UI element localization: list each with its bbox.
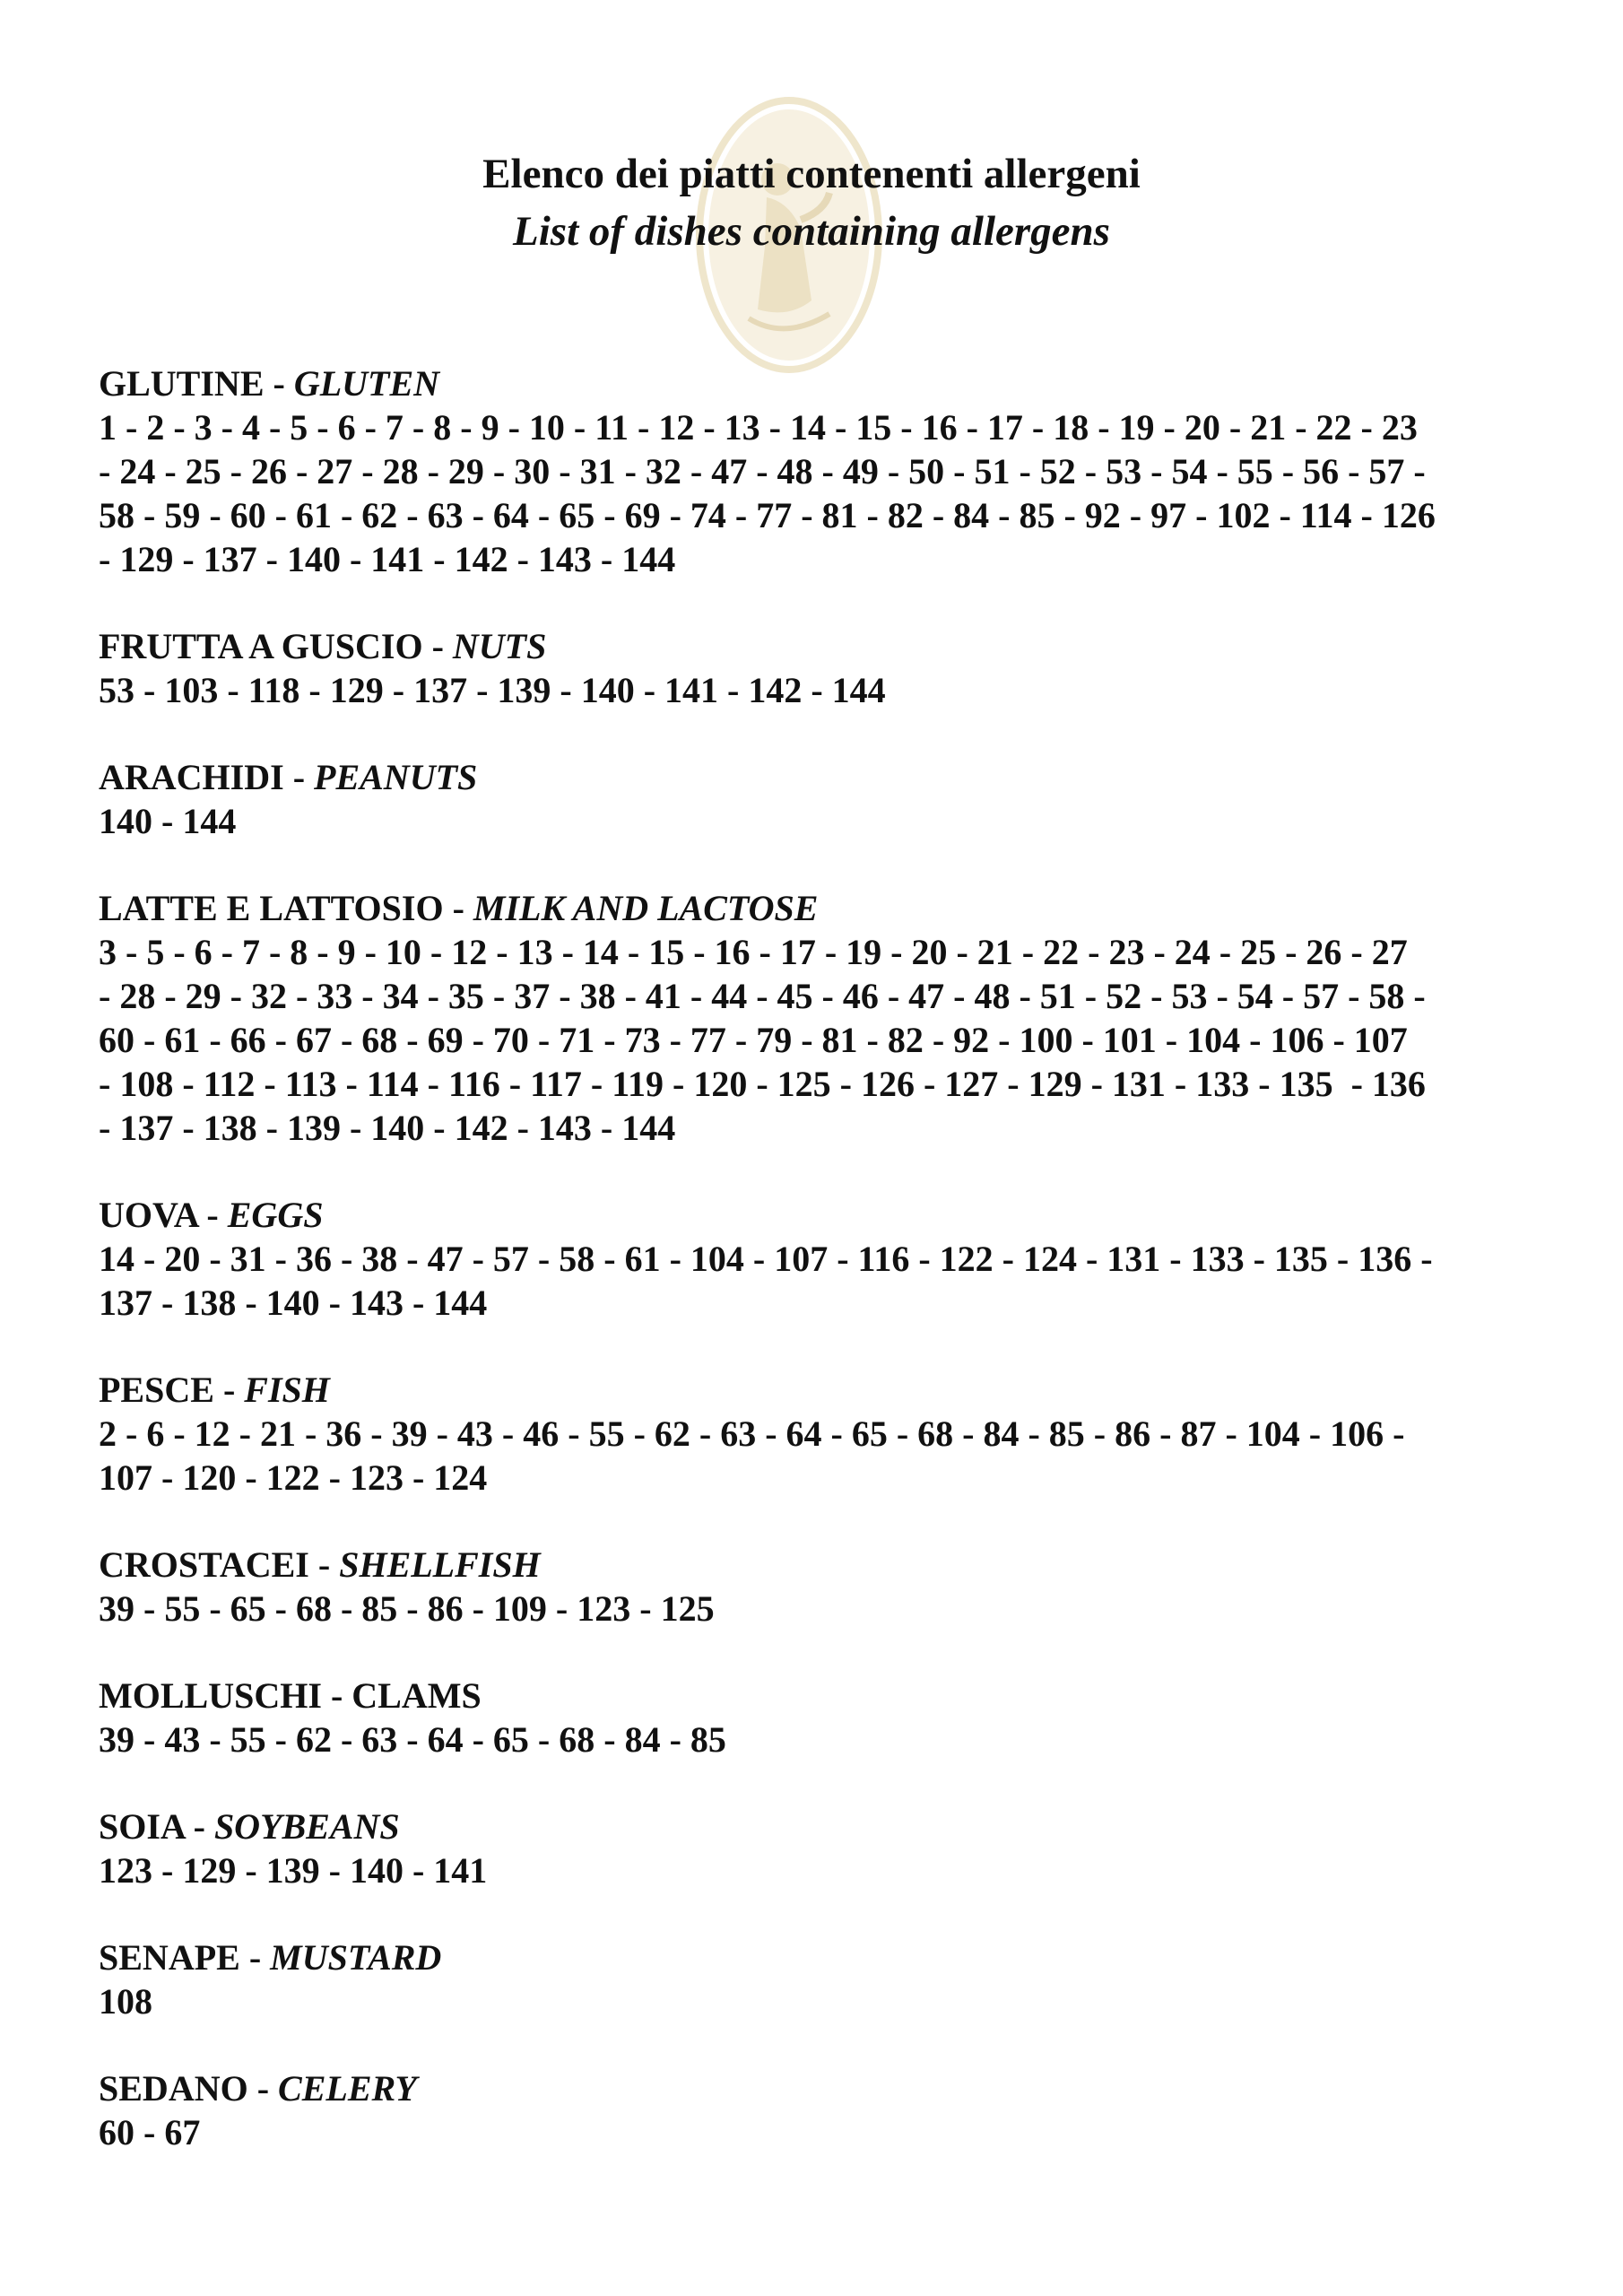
dish-numbers-line: 3 - 5 - 6 - 7 - 8 - 9 - 10 - 12 - 13 - 14 - 15 - 16 - 17 - 19 - 20 - 21 - 22 - 23 - 24 - 25 - 26 - 27	[99, 932, 1408, 972]
allergen-name-it: UOVA	[99, 1195, 198, 1235]
allergen-name-it: LATTE E LATTOSIO	[99, 888, 444, 928]
dish-numbers-line: - 108 - 112 - 113 - 114 - 116 - 117 - 119 - 120 - 125 - 126 - 127 - 129 - 131 - 133 - 135 - 136	[99, 1064, 1426, 1104]
allergen-name-it: SEDANO	[99, 2068, 248, 2109]
allergen-name-it: GLUTINE	[99, 363, 265, 404]
allergen-section	[99, 755, 1533, 843]
allergen-heading	[99, 2066, 1533, 2110]
allergen-name-en: CLAMS	[352, 1675, 482, 1716]
allergen-name-it: ARACHIDI	[99, 757, 284, 797]
dish-numbers-line: 2 - 6 - 12 - 21 - 36 - 39 - 43 - 46 - 55 - 62 - 63 - 64 - 65 - 68 - 84 - 85 - 86 - 87 - 104 - 106 -	[99, 1413, 1405, 1454]
dish-numbers-line: 53 - 103 - 118 - 129 - 137 - 139 - 140 - 141 - 142 - 144	[99, 670, 886, 710]
allergen-name-en: CELERY	[278, 2068, 417, 2109]
allergen-section	[99, 886, 1533, 1150]
allergen-section	[99, 1193, 1533, 1325]
heading-separator: -	[197, 1195, 228, 1235]
allergen-heading	[99, 1935, 1533, 1979]
page-title: Elenco dei piatti contenenti allergeni	[482, 151, 1141, 197]
heading-separator: -	[247, 2068, 279, 2109]
heading-separator: -	[184, 1806, 214, 1847]
heading-separator: -	[239, 1937, 271, 1978]
dish-numbers-line: 1 - 2 - 3 - 4 - 5 - 6 - 7 - 8 - 9 - 10 - 11 - 12 - 13 - 14 - 15 - 16 - 17 - 18 - 19 - 20 - 21 - 22 - 23	[99, 407, 1418, 448]
dish-numbers-line: 137 - 138 - 140 - 143 - 144	[99, 1283, 488, 1323]
allergen-name-it: MOLLUSCHI	[99, 1675, 322, 1716]
allergen-heading	[99, 1543, 1533, 1587]
heading-separator: -	[213, 1370, 245, 1410]
dish-numbers-line: 123 - 129 - 139 - 140 - 141	[99, 1850, 488, 1891]
allergen-section	[99, 1368, 1533, 1500]
allergen-section	[99, 1543, 1533, 1631]
dish-numbers-line: 108	[99, 1981, 152, 2022]
heading-separator: -	[264, 363, 294, 404]
page-header	[0, 145, 1623, 260]
allergen-heading	[99, 1805, 1533, 1848]
dish-numbers-line: - 129 - 137 - 140 - 141 - 142 - 143 - 144	[99, 539, 676, 579]
allergen-name-en: EGGS	[227, 1195, 324, 1235]
heading-separator: -	[443, 888, 473, 928]
allergen-list	[99, 361, 1533, 2197]
allergen-name-en: FISH	[244, 1370, 330, 1410]
heading-separator: -	[321, 1675, 352, 1716]
heading-separator: -	[422, 626, 453, 666]
allergen-section	[99, 2066, 1533, 2154]
allergen-section	[99, 1805, 1533, 1892]
allergen-heading	[99, 886, 1533, 930]
allergen-name-it: SENAPE	[99, 1937, 240, 1978]
dish-numbers-line: 14 - 20 - 31 - 36 - 38 - 47 - 57 - 58 - 61 - 104 - 107 - 116 - 122 - 124 - 131 - 133 - 135 - 136 -	[99, 1239, 1433, 1279]
dish-numbers-line: 58 - 59 - 60 - 61 - 62 - 63 - 64 - 65 - 69 - 74 - 77 - 81 - 82 - 84 - 85 - 92 - 97 - 102 - 114 - 126	[99, 495, 1436, 535]
allergen-name-en: SHELLFISH	[339, 1544, 541, 1585]
dish-numbers-line: 39 - 55 - 65 - 68 - 85 - 86 - 109 - 123 - 125	[99, 1588, 715, 1629]
allergen-heading	[99, 1193, 1533, 1237]
allergen-name-en: GLUTEN	[293, 363, 440, 404]
allergen-section	[99, 1674, 1533, 1761]
allergen-name-en: PEANUTS	[314, 757, 478, 797]
allergen-name-it: SOIA	[99, 1806, 185, 1847]
heading-separator: -	[283, 757, 315, 797]
allergen-heading	[99, 624, 1533, 668]
dish-numbers-line: 140 - 144	[99, 801, 237, 841]
dish-numbers-line: - 28 - 29 - 32 - 33 - 34 - 35 - 37 - 38 - 41 - 44 - 45 - 46 - 47 - 48 - 51 - 52 - 53 - 54 - 57 - 58 -	[99, 976, 1426, 1016]
allergen-section	[99, 361, 1533, 581]
dish-numbers-line: 60 - 61 - 66 - 67 - 68 - 69 - 70 - 71 - 73 - 77 - 79 - 81 - 82 - 92 - 100 - 101 - 104 - 106 - 107	[99, 1020, 1408, 1060]
dish-numbers-line: 39 - 43 - 55 - 62 - 63 - 64 - 65 - 68 - 84 - 85	[99, 1719, 726, 1760]
allergen-name-en: NUTS	[452, 626, 547, 666]
allergen-name-en: MUSTARD	[270, 1937, 442, 1978]
allergen-heading	[99, 755, 1533, 799]
allergen-name-it: CROSTACEI	[99, 1544, 309, 1585]
allergen-heading	[99, 1674, 1533, 1718]
allergen-heading	[99, 361, 1533, 405]
allergen-name-it: PESCE	[99, 1370, 214, 1410]
heading-separator: -	[308, 1544, 340, 1585]
allergen-heading	[99, 1368, 1533, 1412]
dish-numbers-line: 107 - 120 - 122 - 123 - 124	[99, 1457, 488, 1498]
page-subtitle: List of dishes containing allergens	[513, 208, 1110, 255]
allergen-name-en: SOYBEANS	[213, 1806, 400, 1847]
dish-numbers-line: - 24 - 25 - 26 - 27 - 28 - 29 - 30 - 31 - 32 - 47 - 48 - 49 - 50 - 51 - 52 - 53 - 54 - 55 - 56 - 57 -	[99, 451, 1426, 491]
allergen-name-en: MILK AND LACTOSE	[473, 888, 819, 928]
allergen-section	[99, 624, 1533, 712]
dish-numbers-line: 60 - 67	[99, 2112, 201, 2152]
dish-numbers-line: - 137 - 138 - 139 - 140 - 142 - 143 - 144	[99, 1108, 676, 1148]
allergen-name-it: FRUTTA A GUSCIO	[99, 626, 423, 666]
allergen-section	[99, 1935, 1533, 2023]
